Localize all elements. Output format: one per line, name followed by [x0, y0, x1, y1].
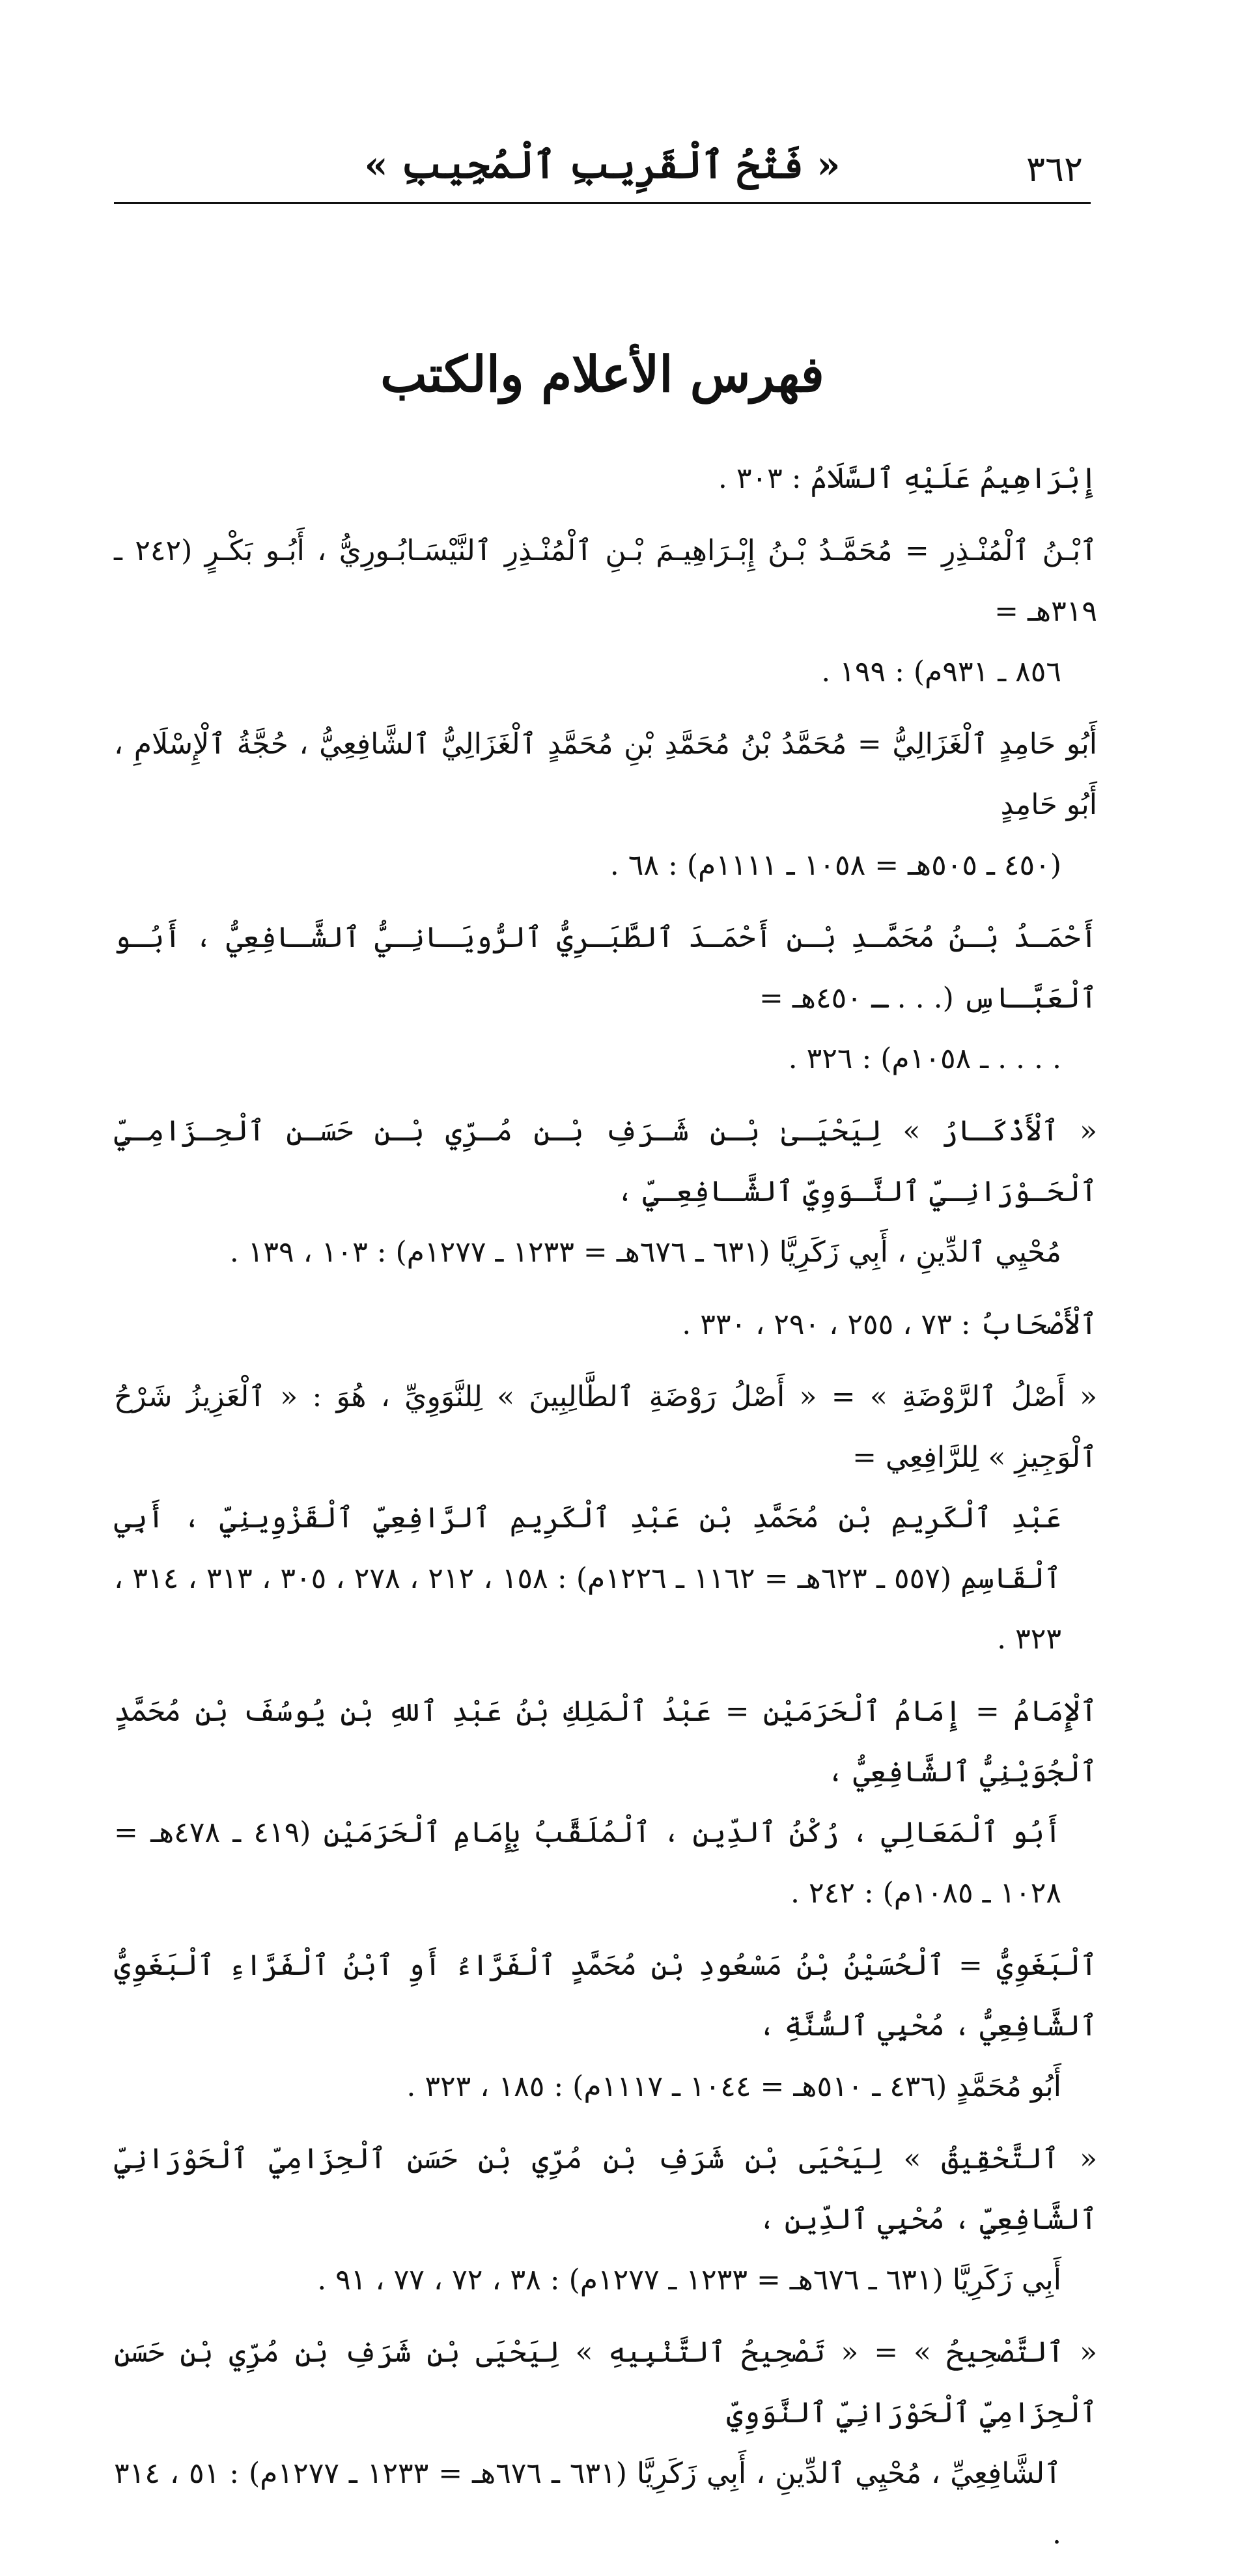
entry-first-line: « ٱلْأَذْكَـارُ » لِيَحْيَـىٰ بْـنِ شَـرَفِ بْـنِ مُـرِّي بْـنِ حَسَـنِ ٱلْحِـزَامِـيِّ ٱلْحَـوْرَانِـيِّ ٱلنَّـوَوِيِّ ٱلشَّـافِعِـيِّ ، — [114, 1114, 1098, 1208]
entry-first-line: « ٱلتَّصْحِيحُ » = « تَصْحِيحُ ٱلتَّنْبِيهِ » لِيَحْيَى بْنِ شَرَفِ بْنِ مُرِّي بْنِ حَسَنِ ٱلْحِزَامِيِّ ٱلْحَوْرَانِيِّ ٱلنَّوَوِيِّ — [114, 2336, 1097, 2429]
index-entry — [114, 1935, 1097, 2117]
index-entry — [114, 448, 1097, 509]
section-title: فهرس الأعلام والكتب — [380, 345, 824, 403]
entry-continuation: . . . . ـ ١٠٥٨م) : ٣٢٦ . — [788, 1042, 1061, 1075]
entry-continuation: عَبْدِ ٱلْكَرِيمِ بْنِ مُحَمَّدِ بْنِ عَبْدِ ٱلْكَرِيمِ ٱلرَّافِعِيِّ ٱلْقَزْوِينِيِّ ، أَبِي ٱلْقَاسِمِ (٥٥٧ ـ ٦٢٣هـ = ١١٦٢ ـ ١٢٢٦م) : ١٥٨ ، ٢١٢ ، ٢٧٨ ، ٣٠٥ ، ٣١٣ ، ٣١٤ ، ٣٢٣ . — [114, 1501, 1061, 1656]
index-entry — [114, 907, 1097, 1089]
entry-first-line: إِبْرَاهِيمُ عَلَيْهِ ٱلسَّلَامُ : ٣٠٣ . — [718, 462, 1097, 495]
index-entry — [114, 1294, 1097, 1355]
entry-first-line: ٱبْـنُ ٱلْمُنْـذِرِ = مُحَمَّـدُ بْـنُ إِبْـرَاهِيـمَ بْـنِ ٱلْمُنْـذِرِ ٱلنَّيْسَـابُـورِيُّ ، أَبُـو بَكْـرٍ (٢٤٢ ـ ٣١٩هـ = — [114, 534, 1097, 628]
entry-first-line: « ٱلتَّحْقِيقُ » لِيَحْيَى بْنِ شَرَفِ بْنِ مُرِّي بْنِ حَسَنِ ٱلْحِزَامِيِّ ٱلْحَوْرَانِيِّ ٱلشَّافِعِيِّ ، مُحْيِي ٱلدِّينِ ، — [114, 2142, 1097, 2236]
entry-continuation: (٤٥٠ ـ ٥٠٥هـ = ١٠٥٨ ـ ١١١١م) : ٦٨ . — [609, 849, 1061, 882]
entry-first-line: أَبُو حَامِدٍ ٱلْغَزَالِيُّ = مُحَمَّدُ بْنُ مُحَمَّدِ بْنِ مُحَمَّدٍ ٱلْغَزَالِيُّ ٱلشَّافِعِيُّ ، حُجَّةُ ٱلْإِسْلَامِ ، أَبُو حَامِدٍ — [114, 728, 1097, 821]
entry-continuation: ٱلشَّافِعِيِّ ، مُحْيِي ٱلدِّينِ ، أَبِي زَكَرِيَّا (٦٣١ ـ ٦٧٦هـ = ١٢٣٣ ـ ١٢٧٧م) : ٥١ ، ٣١٤ . — [114, 2457, 1061, 2551]
index-entry — [114, 714, 1097, 896]
index-entries — [114, 448, 1097, 2576]
index-entry — [114, 2322, 1097, 2564]
entry-first-line: ٱلْأَصْحَابُ : ٧٣ ، ٢٥٥ ، ٢٩٠ ، ٣٣٠ . — [682, 1308, 1097, 1341]
entry-continuation: مُحْيِي ٱلدِّينِ ، أَبِي زَكَرِيَّا (٦٣١ ـ ٦٧٦هـ = ١٢٣٣ ـ ١٢٧٧م) : ١٠٣ ، ١٣٩ . — [229, 1236, 1061, 1269]
page-header — [114, 130, 1091, 204]
entry-first-line: ٱلْإِمَامُ = إِمَامُ ٱلْحَرَمَيْنِ = عَبْدُ ٱلْمَلِكِ بْنُ عَبْدِ ٱللهِ بْنِ يُوسُفَ بْنِ مُحَمَّدٍ ٱلْجُوَيْنِيُّ ٱلشَّافِعِيُّ ، — [114, 1695, 1097, 1789]
page-number: ٣٦٢ — [1026, 149, 1083, 190]
entry-continuation: أَبِي زَكَرِيَّا (٦٣١ ـ ٦٧٦هـ = ١٢٣٣ ـ ١٢٧٧م) : ٣٨ ، ٧٢ ، ٧٧ ، ٩١ . — [317, 2263, 1061, 2297]
running-title: « فَتْحُ ٱلْقَرِيبِ ٱلْمُجِيبِ » — [364, 143, 841, 187]
entry-first-line: أَحْمَـدُ بْـنُ مُحَمَّـدِ بْـنِ أَحْمَـدَ ٱلطَّبَـرِيُّ ٱلرُّويَـانِـيُّ ٱلشَّـافِعِيُّ ، أَبُـو ٱلْعَبَّـاسِ (. . . ـ ٤٥٠هـ = — [114, 921, 1097, 1015]
index-entry — [114, 2129, 1097, 2310]
entry-first-line: ٱلْبَغَوِيُّ = ٱلْحُسَيْنُ بْنُ مَسْعُودِ بْنِ مُحَمَّدٍ ٱلْفَرَّاءُ أَوِ ٱبْنُ ٱلْفَرَّاءِ ٱلْبَغَوِيُّ ٱلشَّافِعِيُّ ، مُحْيِي ٱلسُّنَّةِ ، — [114, 1949, 1097, 2043]
index-entry — [114, 1366, 1097, 1669]
entry-continuation: ٨٥٦ ـ ٩٣١م) : ١٩٩ . — [821, 655, 1061, 688]
index-entry — [114, 520, 1097, 702]
index-entry — [114, 1681, 1097, 1923]
index-entry — [114, 1101, 1097, 1282]
entry-continuation: أَبُو مُحَمَّدٍ (٤٣٦ ـ ٥١٠هـ = ١٠٤٤ ـ ١١١٧م) : ١٨٥ ، ٣٢٣ . — [406, 2070, 1061, 2103]
entry-first-line: « أَصْلُ ٱلرَّوْضَةِ » = « أَصْلُ رَوْضَةِ ٱلطَّالِبِينَ » لِلنَّوَوِيِّ ، هُوَ : « ٱلْعَزِيزُ شَرْحُ ٱلْوَجِيزِ » لِلرَّافِعِي = — [114, 1380, 1097, 1474]
entry-continuation: أَبُو ٱلْمَعَالِي ، رُكْنُ ٱلدِّينِ ، ٱلْمُلَقَّبُ بِإِمَامِ ٱلْحَرَمَيْنِ (٤١٩ ـ ٤٧٨هـ = ١٠٢٨ ـ ١٠٨٥م) : ٢٤٢ . — [114, 1816, 1061, 1910]
